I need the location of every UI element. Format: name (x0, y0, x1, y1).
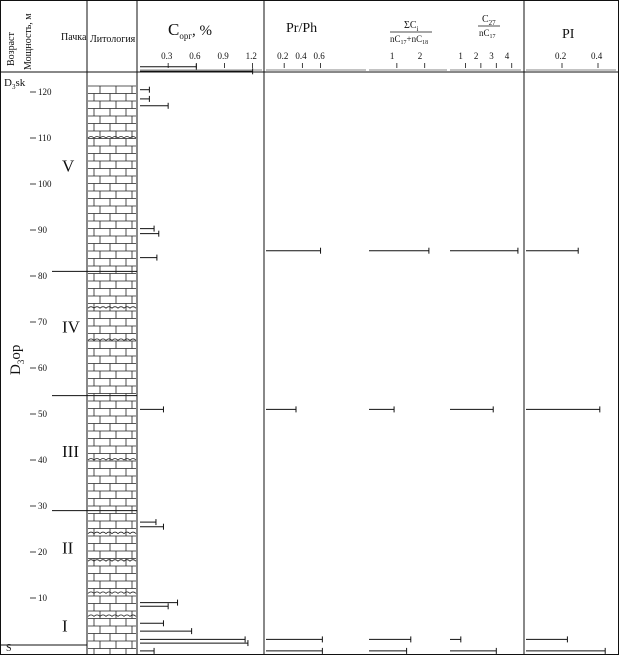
panel-4 (526, 51, 616, 654)
x-tick-label: 0.6 (313, 51, 325, 61)
prph-title: Pr/Ph (286, 21, 318, 36)
x-tick-label: 0.2 (555, 51, 567, 61)
lithology-shale-layer (88, 532, 136, 534)
depth-tick-label: 110 (38, 133, 52, 143)
lithology-shale-layer (88, 615, 136, 617)
x-tick-label: 1 (458, 51, 463, 61)
depth-tick-label: 120 (38, 87, 52, 97)
panel-0 (140, 51, 262, 654)
x-tick-label: 0.2 (277, 51, 289, 61)
unit-header: Пачка (61, 32, 87, 43)
depth-tick-label: 40 (38, 455, 47, 465)
depth-axis (30, 87, 137, 603)
c27-numerator: $C_{27}$ (482, 14, 496, 27)
depth-tick-label: 80 (38, 271, 47, 281)
unit-label-I: I (62, 616, 68, 636)
lithology-column (88, 86, 136, 654)
x-tick-label: 1.2 (245, 51, 257, 61)
svg-text:D3op: $D_3op$ (8, 344, 26, 375)
lithology-header: Литология (90, 34, 136, 45)
thickness-header: Мощность, м (23, 13, 34, 70)
lithology-shale-layer (88, 339, 136, 341)
x-tick-label: 0.3 (161, 51, 173, 61)
corg-title: $C_{орг}$, % (168, 20, 213, 41)
sum-ratio-denominator: $nC_{17}+nC_{18}$ (390, 34, 429, 46)
lithology-shale-layer (88, 592, 136, 594)
x-tick-label: 0.4 (591, 51, 603, 61)
x-tick-label: 1 (389, 51, 395, 61)
lithology-shale-layer (88, 137, 136, 139)
depth-tick-label: 20 (38, 547, 47, 557)
x-tick-label: 0.4 (295, 51, 307, 61)
unit-label-IV: IV (62, 317, 80, 337)
depth-tick-label: 30 (38, 501, 47, 511)
c27-denominator: $nC_{17}$ (479, 28, 496, 40)
depth-tick-label: 70 (38, 317, 47, 327)
panel-1 (266, 51, 366, 654)
lithology-shale-layer (88, 560, 136, 562)
header (6, 13, 575, 70)
unit-label-V: V (62, 156, 75, 176)
unit-label-III: III (62, 441, 79, 461)
x-tick-label: 2 (473, 51, 479, 61)
depth-tick-label: 100 (38, 179, 52, 189)
panel-3 (450, 51, 521, 654)
base-age-label: S (6, 643, 12, 654)
main-age-label (8, 345, 26, 375)
lithology-shale-layer (88, 307, 136, 309)
age-header: Возраст (6, 32, 17, 66)
lithology-shale-layer (88, 459, 136, 461)
depth-tick-label: 50 (38, 409, 47, 419)
upper-age-label: $D_3sk$ (4, 77, 26, 91)
c27-ratio-title (478, 14, 500, 40)
sum-ratio-title (390, 20, 432, 46)
outer-border (1, 1, 619, 655)
panel-2 (369, 51, 447, 654)
x-tick-label: 3 (489, 51, 494, 61)
pi-title: PI (562, 27, 575, 42)
depth-tick-label: 90 (38, 225, 47, 235)
unit-label-II: II (62, 538, 74, 558)
x-tick-label: 2 (417, 51, 423, 61)
sum-ratio-numerator: $\Sigma C_i$ (404, 20, 419, 33)
x-tick-label: 4 (504, 51, 510, 61)
data-panels (140, 51, 616, 654)
x-tick-label: 0.6 (189, 51, 201, 61)
depth-tick-label: 60 (38, 363, 47, 373)
depth-tick-label: 10 (38, 593, 47, 603)
x-tick-label: 0.9 (217, 51, 229, 61)
